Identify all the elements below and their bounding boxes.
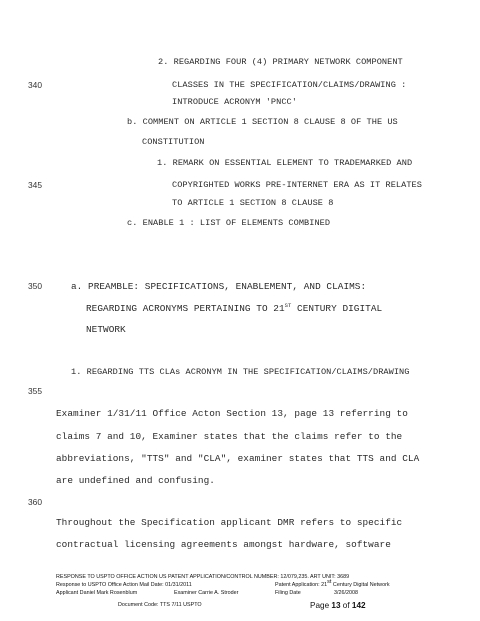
line-number: 345 bbox=[28, 180, 42, 190]
preamble-heading-cont: NETWORK bbox=[86, 324, 126, 335]
footer-line: Response to USPTO Office Action Mail Date: 01/31/2011 bbox=[56, 582, 192, 588]
footer-filing-label: Filing Date bbox=[275, 590, 301, 596]
footer-filing-date: 3/26/2008 bbox=[334, 590, 358, 596]
body-line: Throughout the Specification applicant DMR refers to specific bbox=[56, 517, 403, 528]
body-line: claims 7 and 10, Examiner states that the claims refer to the bbox=[56, 431, 403, 442]
footer-applicant: Applicant Daniel Mark Rosenblum bbox=[56, 590, 138, 596]
body-line: Examiner 1/31/11 Office Acton Section 13, page 13 referring to bbox=[56, 408, 408, 419]
outline-item-c: c. ENABLE 1 : LIST OF ELEMENTS COMBINED bbox=[127, 218, 331, 228]
line-number: 360 bbox=[28, 497, 42, 507]
footer-patent-title: Patent Application: 21st Century Digital Network bbox=[275, 579, 390, 588]
line-number: 355 bbox=[28, 386, 42, 396]
page-number: Page 13 of 142 bbox=[310, 601, 366, 610]
line-number: 350 bbox=[28, 281, 42, 291]
tts-heading: 1. REGARDING TTS CLAs ACRONYM IN THE SPECIFICATION/CLAIMS/DRAWING bbox=[71, 367, 410, 377]
body-line: contractual licensing agreements amongst hardware, software bbox=[56, 539, 391, 550]
footer-document-code: Document Code: TTS 7/11 USPTO bbox=[118, 602, 202, 608]
outline-item-b1: 1. REMARK ON ESSENTIAL ELEMENT TO TRADEMARKED AND bbox=[157, 158, 413, 168]
outline-item-b1-cont: TO ARTICLE 1 SECTION 8 CLAUSE 8 bbox=[172, 198, 334, 208]
body-line: are undefined and confusing. bbox=[56, 475, 215, 486]
outline-item-2-cont: CLASSES IN THE SPECIFICATION/CLAIMS/DRAWING : bbox=[172, 80, 407, 90]
outline-item-2-cont: INTRODUCE ACRONYM 'PNCC' bbox=[172, 97, 297, 107]
line-number: 340 bbox=[28, 80, 42, 90]
preamble-heading: a. PREAMBLE: SPECIFICATIONS, ENABLEMENT, AND CLAIMS: bbox=[71, 281, 367, 292]
footer-line: RESPONSE TO USPTO OFFICE ACTION US PATENT APPLICATION/CONTROL NUMBER: 12/079,235. ART UNIT: 3689 bbox=[56, 574, 350, 580]
outline-item-b: b. COMMENT ON ARTICLE 1 SECTION 8 CLAUSE 8 OF THE US bbox=[127, 117, 398, 127]
footer-examiner: Examiner Carrie A. Stroder bbox=[174, 590, 239, 596]
preamble-heading-cont: REGARDING ACRONYMS PERTAINING TO 21ST CENTURY DIGITAL bbox=[86, 301, 383, 314]
outline-item-b1-cont: COPYRIGHTED WORKS PRE-INTERNET ERA AS IT RELATES bbox=[172, 180, 422, 190]
outline-item-b-cont: CONSTITUTION bbox=[142, 137, 205, 147]
body-line: abbreviations, "TTS" and "CLA", examiner states that TTS and CLA bbox=[56, 453, 420, 464]
outline-item-2: 2. REGARDING FOUR (4) PRIMARY NETWORK COMPONENT bbox=[158, 57, 403, 67]
